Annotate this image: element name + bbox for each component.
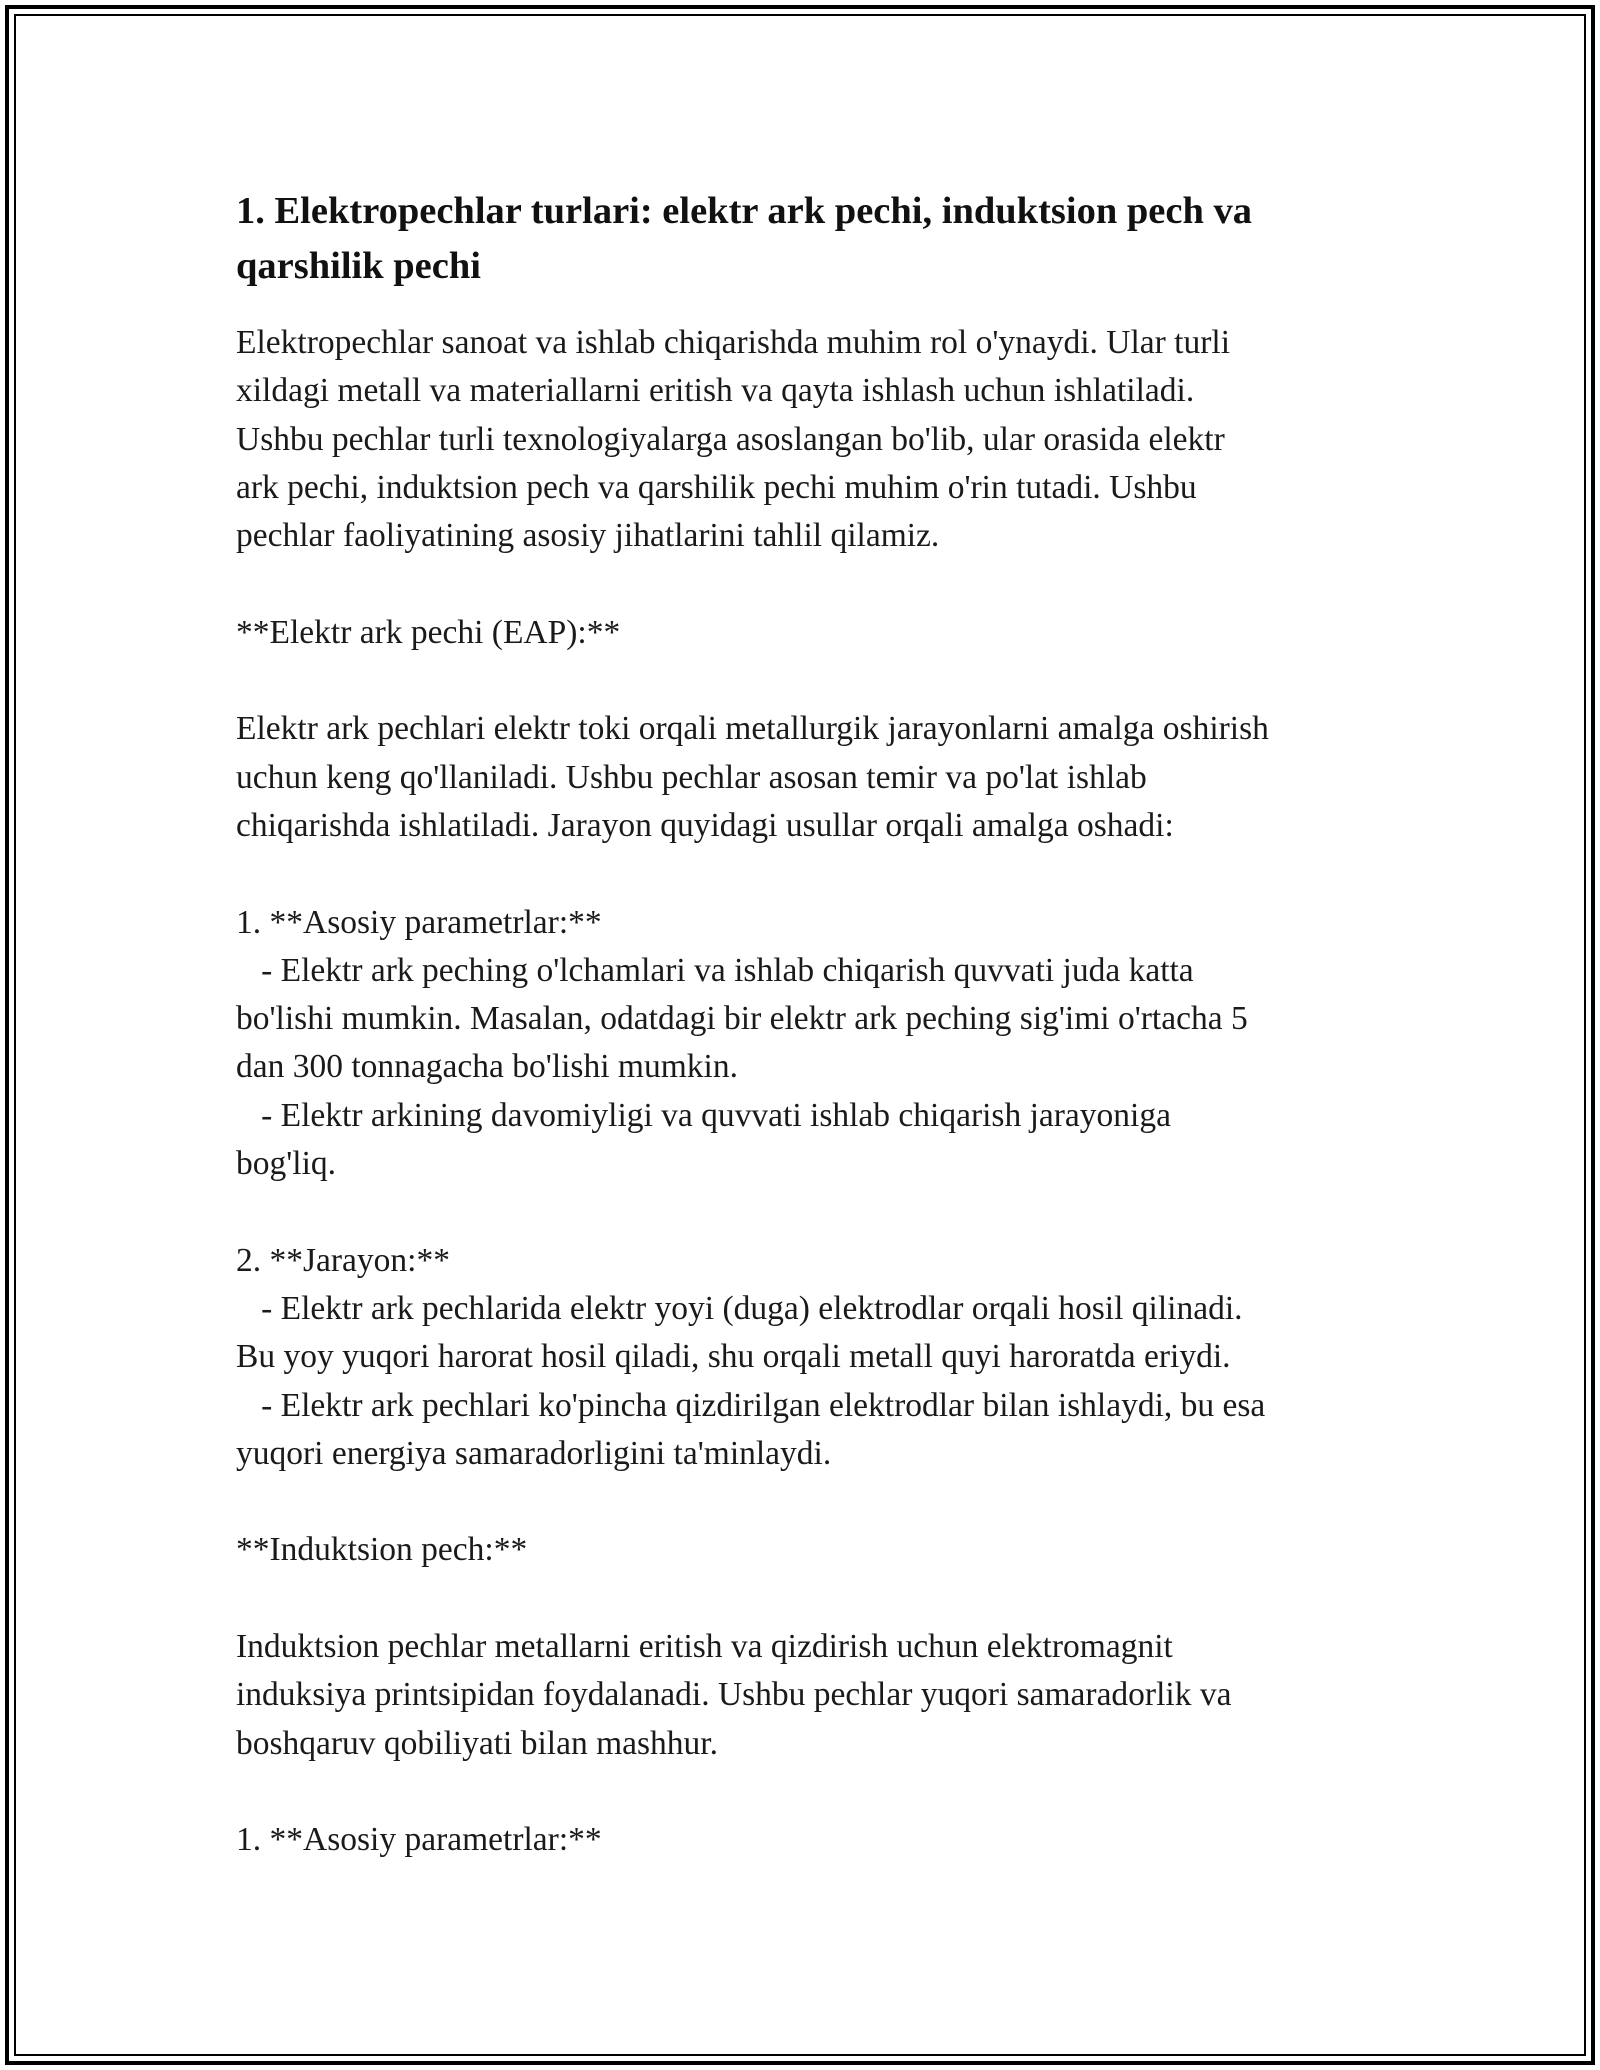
document-content — [236, 184, 1376, 1865]
document-title: 1. Elektropechlar turlari: elektr ark pechi, induktsion pech va qarshilik pechi — [236, 190, 1253, 287]
document-body: Elektropechlar sanoat va ishlab chiqarishda muhim rol o'ynaydi. Ular turli xildagi metall va materiallarni eritish va qayta ishlash uchun ishlatiladi. Ushbu pechlar turli texnologiyalarga asoslangan bo'lib, ular orasida elektr ark pechi, induktsion pech va qarshilik pechi muhim o'rin tutadi. Ushbu pechlar faoliyatining asosiy jihatlarini tahlil qilamiz. **Elektr ark pechi (EAP):** Elektr ark pechlari elektr toki orqali metallurgik jarayonlarni amalga oshirish uchun keng qo'llaniladi. Ushbu pechlar asosan temir va po'lat ishlab chiqarishda ishlatiladi. Jarayon quyidagi usullar orqali amalga oshadi: 1. **Asosiy parametrlar:** - Elektr ark peching o'lchamlari va ishlab chiqarish quvvati juda katta bo'lishi mumkin. Masalan, odatdagi bir elektr ark peching sig'imi o'rtacha 5 dan 300 tonnagacha bo'lishi mumkin. - Elektr arkining davomiyligi va quvvati ishlab chiqarish jarayoniga bog'liq. 2. **Jarayon:** - Elektr ark pechlarida elektr yoyi (duga) elektrodlar orqali hosil qilinadi. Bu yoy yuqori harorat hosil qiladi, shu orqali metall quyi haroratda eriydi. - Elektr ark pechlari ko'pincha qizdirilgan elektrodlar bilan ishlaydi, bu esa yuqori energiya samaradorligini ta'minlaydi. **Induktsion pech:** Induktsion pechlar metallarni eritish va qizdirish uchun elektromagnit induksiya printsipidan foydalanadi. Ushbu pechlar yuqori samaradorlik va boshqaruv qobiliyati bilan mashhur. 1. **Asosiy parametrlar:** — [236, 324, 1269, 1859]
